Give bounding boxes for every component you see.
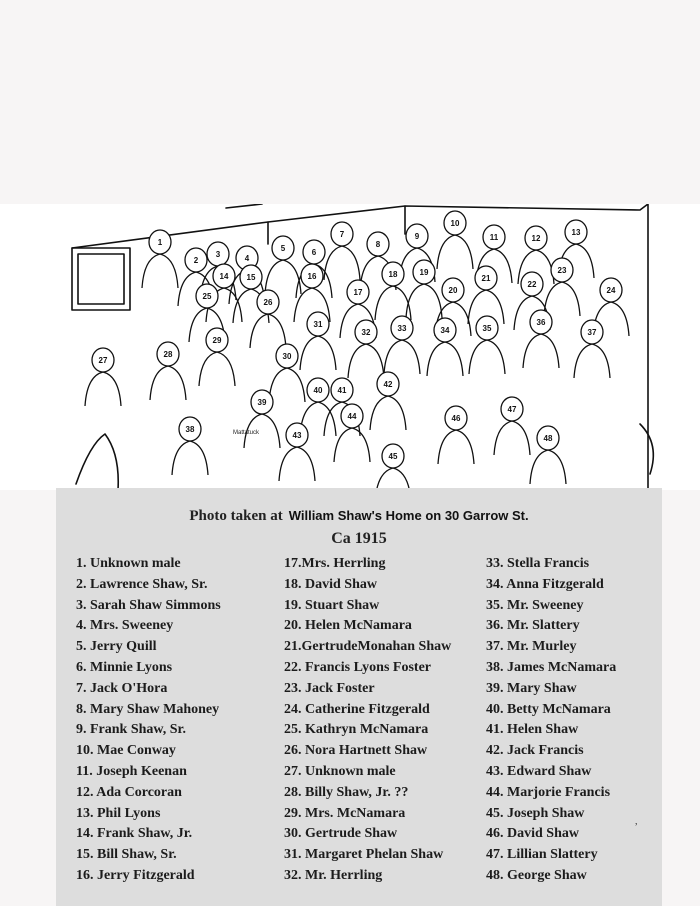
sketch-caption: Mattatuck: [233, 430, 260, 436]
person-entry: 45. Joseph Shaw: [486, 805, 585, 821]
person-marker-label: 45: [388, 452, 398, 461]
person-marker-label: 14: [219, 272, 229, 281]
person-marker-label: 10: [450, 219, 460, 228]
person-entry: 41. Helen Shaw: [486, 722, 579, 738]
person-entry: 12. Ada Corcoran: [76, 784, 182, 800]
person-marker-label: 13: [571, 228, 581, 237]
person-marker-label: 38: [185, 425, 195, 434]
person-entry: 42. Jack Francis: [486, 743, 584, 759]
person-entry: 46. David Shaw: [486, 826, 579, 842]
figure-outline: [494, 421, 530, 455]
person-marker-label: 44: [347, 412, 357, 421]
person-entry: 3. Sarah Shaw Simmons: [76, 597, 221, 613]
person-entry: 44. Marjorie Francis: [486, 784, 611, 800]
person-entry: 30. Gertrude Shaw: [284, 826, 398, 842]
person-marker-label: 27: [98, 356, 108, 365]
person-marker-label: 24: [606, 286, 616, 295]
person-entry: 23. Jack Foster: [284, 680, 375, 696]
person-marker-label: 2: [193, 256, 199, 265]
figure-outline: [574, 344, 610, 378]
person-marker-label: 29: [212, 336, 222, 345]
photo-date: Ca 1915: [331, 530, 387, 547]
person-marker-label: 12: [531, 234, 541, 243]
person-entry: 43. Edward Shaw: [486, 763, 592, 779]
person-entry: 19. Stuart Shaw: [284, 597, 380, 613]
person-entry: 6. Minnie Lyons: [76, 659, 173, 675]
person-entry: 48. George Shaw: [486, 867, 587, 883]
figure-outline: [523, 334, 559, 368]
person-marker-label: 42: [383, 380, 393, 389]
person-marker-label: 18: [388, 270, 398, 279]
caption-lead: Photo taken at: [189, 508, 283, 524]
person-marker-label: 25: [202, 292, 212, 301]
figure-outline: [300, 336, 336, 370]
person-entry: 16. Jerry Fitzgerald: [76, 867, 195, 883]
person-marker-label: 41: [337, 386, 347, 395]
figure-outline: [334, 428, 370, 462]
person-entry: 15. Bill Shaw, Sr.: [76, 847, 177, 863]
person-marker-label: 31: [313, 320, 323, 329]
person-marker-label: 30: [282, 352, 292, 361]
figure-outline: [469, 340, 505, 374]
figure-outline: [384, 340, 420, 374]
person-marker-label: 8: [375, 240, 381, 249]
person-marker-label: 37: [587, 328, 597, 337]
person-marker-label: 19: [419, 268, 429, 277]
figure-outline: [172, 441, 208, 475]
person-marker-label: 11: [489, 233, 499, 242]
person-entry: 5. Jerry Quill: [76, 639, 157, 655]
person-marker-label: 28: [163, 350, 173, 359]
figure-outline: [375, 468, 411, 490]
figure-outline: [324, 246, 360, 280]
person-entry: 9. Frank Shaw, Sr.: [76, 722, 186, 738]
person-entry: 24. Catherine Fitzgerald: [284, 701, 430, 717]
photo-caption: [56, 508, 662, 525]
person-entry: 39. Mary Shaw: [486, 680, 577, 696]
figure-outline: [530, 450, 566, 484]
person-marker-label: 7: [339, 230, 345, 239]
person-entry: 28. Billy Shaw, Jr. ??: [284, 784, 409, 800]
person-marker-label: 16: [307, 272, 317, 281]
legend-panel: [56, 488, 662, 906]
person-marker-label: 9: [414, 232, 420, 241]
person-entry: 20. Helen McNamara: [284, 618, 412, 634]
figure-outline: [427, 342, 463, 376]
person-marker-label: 17: [353, 288, 363, 297]
figure-outline: [348, 344, 384, 378]
person-marker-label: 46: [451, 414, 461, 423]
figure-outline: [438, 430, 474, 464]
person-marker-label: 5: [280, 244, 286, 253]
person-marker-label: 43: [292, 431, 302, 440]
person-entry: 34. Anna Fitzgerald: [486, 576, 604, 592]
person-entry: 1. Unknown male: [76, 556, 181, 571]
person-entry: 8. Mary Shaw Mahoney: [76, 701, 220, 717]
figure-outline: [265, 260, 301, 294]
person-marker-label: 48: [543, 434, 553, 443]
person-entry: 35. Mr. Sweeney: [486, 597, 584, 613]
person-entry: 7. Jack O'Hora: [76, 680, 168, 696]
person-entry: 31. Margaret Phelan Shaw: [284, 847, 444, 863]
person-entry: 47. Lillian Slattery: [486, 847, 598, 863]
person-entry: 4. Mrs. Sweeney: [76, 618, 174, 634]
person-marker-label: 3: [215, 250, 221, 259]
person-marker-label: 15: [246, 273, 256, 282]
figure-outline: [142, 254, 178, 288]
person-marker-label: 34: [440, 326, 450, 335]
person-marker-label: 20: [448, 286, 458, 295]
people-column-3: [486, 554, 662, 887]
figure-outline: [437, 235, 473, 269]
person-entry: 18. David Shaw: [284, 576, 377, 592]
figure-outline: [250, 314, 286, 348]
person-marker-label: 33: [397, 324, 407, 333]
person-entry: 14. Frank Shaw, Jr.: [76, 826, 193, 842]
people-column-1: [76, 554, 281, 887]
person-marker-label: 22: [527, 280, 537, 289]
person-entry: 29. Mrs. McNamara: [284, 805, 406, 821]
person-entry: 17.Mrs. Herrling: [284, 556, 386, 571]
person-marker-label: 32: [361, 328, 371, 337]
group-photo-sketch: [0, 204, 700, 490]
person-marker-label: 6: [311, 248, 317, 257]
person-entry: 36. Mr. Slattery: [486, 618, 580, 634]
person-entry: 13. Phil Lyons: [76, 805, 161, 821]
figure-outline: [279, 447, 315, 481]
figure-outline: [199, 352, 235, 386]
person-marker-label: 39: [257, 398, 267, 407]
figure-outline: [150, 366, 186, 400]
person-marker-label: 26: [263, 298, 273, 307]
person-entry: 32. Mr. Herrling: [284, 867, 383, 883]
person-entry: 11. Joseph Keenan: [76, 763, 187, 779]
person-entry: 2. Lawrence Shaw, Sr.: [76, 576, 208, 592]
person-entry: 40. Betty McNamara: [486, 701, 611, 717]
figure-outline: [406, 284, 442, 318]
person-marker-label: 36: [536, 318, 546, 327]
person-marker-label: 35: [482, 324, 492, 333]
person-entry: 21.GertrudeMonahan Shaw: [284, 639, 452, 655]
person-entry: 38. James McNamara: [486, 659, 617, 675]
person-entry: 27. Unknown male: [284, 763, 396, 779]
margin-mark: ,: [635, 816, 638, 827]
person-marker-label: 23: [557, 266, 567, 275]
caption-location: William Shaw's Home on 30 Garrow St.: [288, 508, 529, 523]
person-marker-label: 4: [244, 254, 250, 263]
figure-outline: [269, 368, 305, 402]
person-entry: 25. Kathryn McNamara: [284, 722, 429, 738]
person-entry: 10. Mae Conway: [76, 743, 176, 759]
person-marker-label: 47: [507, 405, 517, 414]
figure-outline: [85, 372, 121, 406]
person-marker-label: 40: [313, 386, 323, 395]
person-entry: 22. Francis Lyons Foster: [284, 659, 431, 675]
person-entry: 33. Stella Francis: [486, 556, 590, 571]
people-column-2: [284, 554, 489, 887]
figure-outline: [370, 396, 406, 430]
person-entry: 26. Nora Hartnett Shaw: [284, 743, 428, 759]
person-marker-label: 1: [157, 238, 163, 247]
figure-outline: [544, 282, 580, 316]
person-entry: 37. Mr. Murley: [486, 639, 577, 655]
person-marker-label: 21: [481, 274, 491, 283]
